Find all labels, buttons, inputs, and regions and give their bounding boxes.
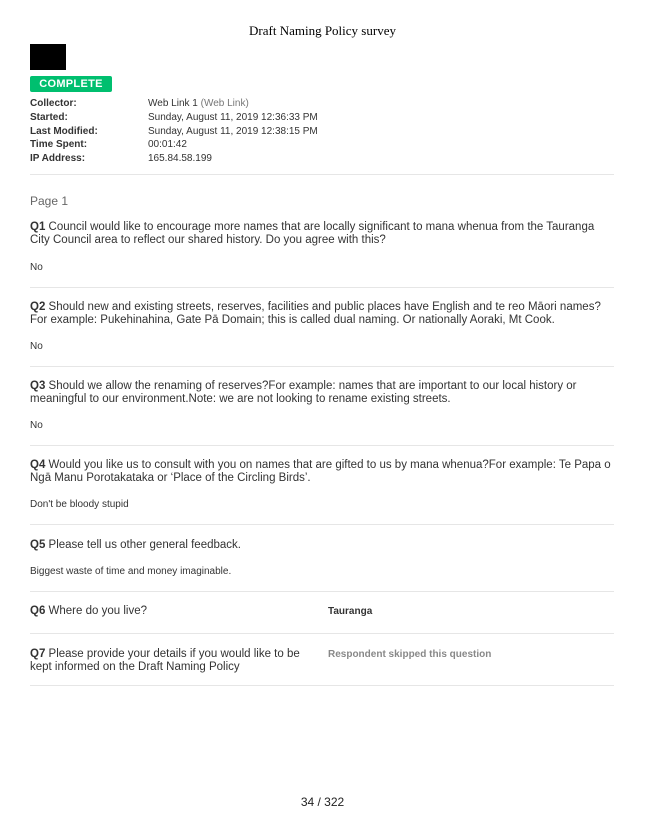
answer-q1: No — [30, 262, 43, 273]
question-q2 — [30, 301, 614, 327]
question-text: Should new and existing streets, reserves, facilities and public places have English and te reo Māori names?For example: Pukehinahina, Gate Pā Domain; this is called dual naming. Or nationally Aoraki, Mt Cook. — [30, 301, 601, 326]
meta-row-collector — [30, 97, 318, 111]
question-q7 — [30, 648, 305, 674]
question-q1 — [30, 221, 614, 247]
question-number: Q3 — [30, 380, 46, 392]
divider — [30, 524, 614, 525]
meta-row-started — [30, 111, 318, 125]
meta-value: Web Link 1 (Web Link) — [148, 98, 249, 109]
meta-row-ip-address — [30, 152, 318, 166]
answer-q3: No — [30, 420, 43, 431]
question-number: Q1 — [30, 221, 46, 233]
question-q5 — [30, 539, 614, 552]
meta-key: Last Modified: — [30, 125, 98, 137]
answer-q6: Tauranga — [328, 606, 373, 617]
question-q4 — [30, 459, 614, 485]
meta-key: Started: — [30, 111, 68, 123]
question-text: Please tell us other general feedback. — [45, 539, 241, 551]
meta-key: IP Address: — [30, 153, 86, 165]
status-badge: COMPLETE — [30, 76, 112, 92]
question-text: Would you like us to consult with you on names that are gifted to us by mana whenua?For example: Te Papa o Ngā Manu Porotakataka or ‘Place of the Circling Birds’. — [30, 459, 611, 484]
answer-q7-skipped: Respondent skipped this question — [328, 649, 492, 660]
question-number: Q7 — [30, 648, 46, 660]
page-number: 34 / 322 — [300, 795, 345, 809]
meta-key: Collector: — [30, 98, 77, 109]
divider — [30, 287, 614, 288]
divider — [30, 633, 614, 634]
question-q6 — [30, 605, 305, 618]
question-text: Please provide your details if you would like to be kept informed on the Draft Naming Policy — [30, 648, 300, 673]
meta-key: Time Spent: — [30, 139, 88, 151]
logo-image — [30, 44, 66, 70]
question-number: Q5 — [30, 539, 46, 551]
answer-q2: No — [30, 341, 43, 352]
document-title: Draft Naming Policy survey — [249, 23, 396, 38]
answer-q4: Don't be bloody stupid — [30, 499, 129, 510]
response-metadata — [30, 97, 318, 166]
question-text: Where do you live? — [45, 605, 147, 617]
divider — [30, 445, 614, 446]
divider — [30, 591, 614, 592]
meta-row-time-spent — [30, 138, 318, 152]
divider — [30, 174, 614, 175]
question-number: Q6 — [30, 605, 46, 617]
page-label: Page 1 — [30, 194, 69, 208]
meta-value: 165.84.58.199 — [148, 153, 212, 165]
question-text: Council would like to encourage more names that are locally significant to mana whenua from the Tauranga City Council area to reflect our shared history. Do you agree with this? — [30, 221, 595, 246]
meta-note: (Web Link) — [200, 98, 249, 109]
divider — [30, 685, 614, 686]
question-number: Q2 — [30, 301, 46, 313]
question-number: Q4 — [30, 459, 46, 471]
question-text: Should we allow the renaming of reserves?For example: names that are important to our local history or meaningful to our environment.Note: we are not looking to rename existing streets. — [30, 380, 577, 405]
meta-value: Sunday, August 11, 2019 12:36:33 PM — [148, 111, 318, 123]
meta-row-last-modified — [30, 125, 318, 139]
question-q3 — [30, 380, 614, 406]
answer-q5: Biggest waste of time and money imaginable. — [30, 566, 232, 577]
divider — [30, 366, 614, 367]
meta-value: 00:01:42 — [148, 139, 187, 151]
meta-value: Sunday, August 11, 2019 12:38:15 PM — [148, 125, 318, 137]
